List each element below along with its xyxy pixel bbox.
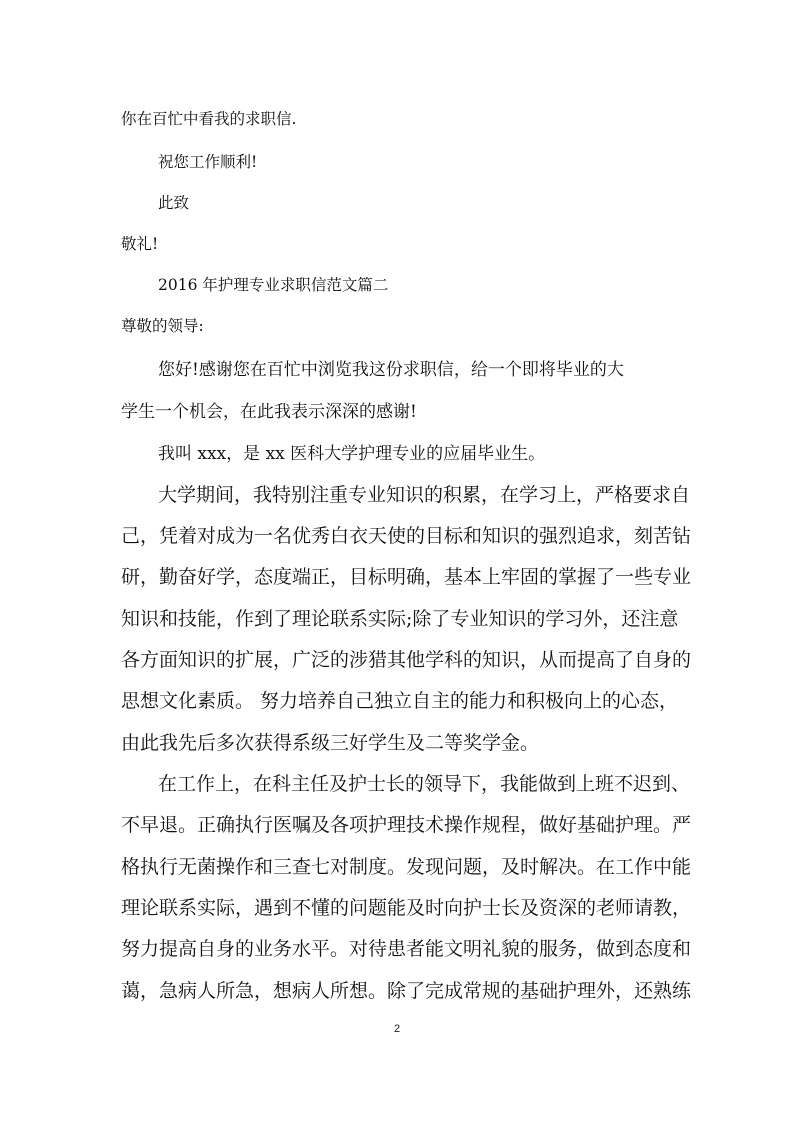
text-line: 不早退。正确执行医嘱及各项护理技术操作规程，做好基础护理。严 — [121, 814, 692, 836]
text-line: 大学期间，我特别注重专业知识的积累，在学习上，严格要求自 — [158, 484, 691, 506]
text-line: 格执行无菌操作和三查七对制度。发现问题，及时解决。在工作中能 — [121, 856, 692, 878]
text-line: 我叫 xxx，是 xx 医科大学护理专业的应届毕业生。 — [158, 444, 546, 464]
page-number: 2 — [393, 1023, 401, 1035]
text-line: 敬礼! — [121, 235, 159, 253]
text-line: 您好!感谢您在百忙中浏览我这份求职信，给一个即将毕业的大 — [158, 360, 624, 380]
text-line: 由此我先后多次获得系级三好学生及二等奖学金。 — [121, 732, 540, 754]
text-line: 知识和技能，作到了理论联系实际;除了专业知识的学习外，还注意 — [121, 608, 679, 630]
text-line: 各方面知识的扩展，广泛的涉猎其他学科的知识，从而提高了自身的 — [121, 649, 692, 671]
text-line: 祝您工作顺利! — [158, 153, 258, 171]
text-line: 研，勤奋好学，态度端正，目标明确，基本上牢固的掌握了一些专业 — [121, 566, 692, 588]
text-line: 2016 年护理专业求职信范文篇二 — [158, 276, 389, 294]
text-line: 你在百忙中看我的求职信. — [121, 110, 297, 128]
text-line: 学生一个机会，在此我表示深深的感谢! — [121, 402, 417, 422]
text-line: 努力提高自身的业务水平。对待患者能文明礼貌的服务，做到态度和 — [121, 938, 692, 960]
text-line: 尊敬的领导: — [121, 317, 204, 335]
text-line: 己，凭着对成为一名优秀白衣天使的目标和知识的强烈追求，刻苦钻 — [121, 525, 692, 547]
text-line: 蔼，急病人所急，想病人所想。除了完成常规的基础护理外，还熟练 — [121, 980, 692, 1002]
text-line: 在工作上，在科主任及护士长的领导下，我能做到上班不迟到、 — [158, 773, 691, 795]
text-line: 此致 — [158, 194, 190, 212]
text-line: 理论联系实际，遇到不懂的问题能及时向护士长及资深的老师请教， — [121, 897, 692, 919]
text-line: 思想文化素质。 努力培养自己独立自主的能力和积极向上的心态， — [121, 690, 679, 712]
